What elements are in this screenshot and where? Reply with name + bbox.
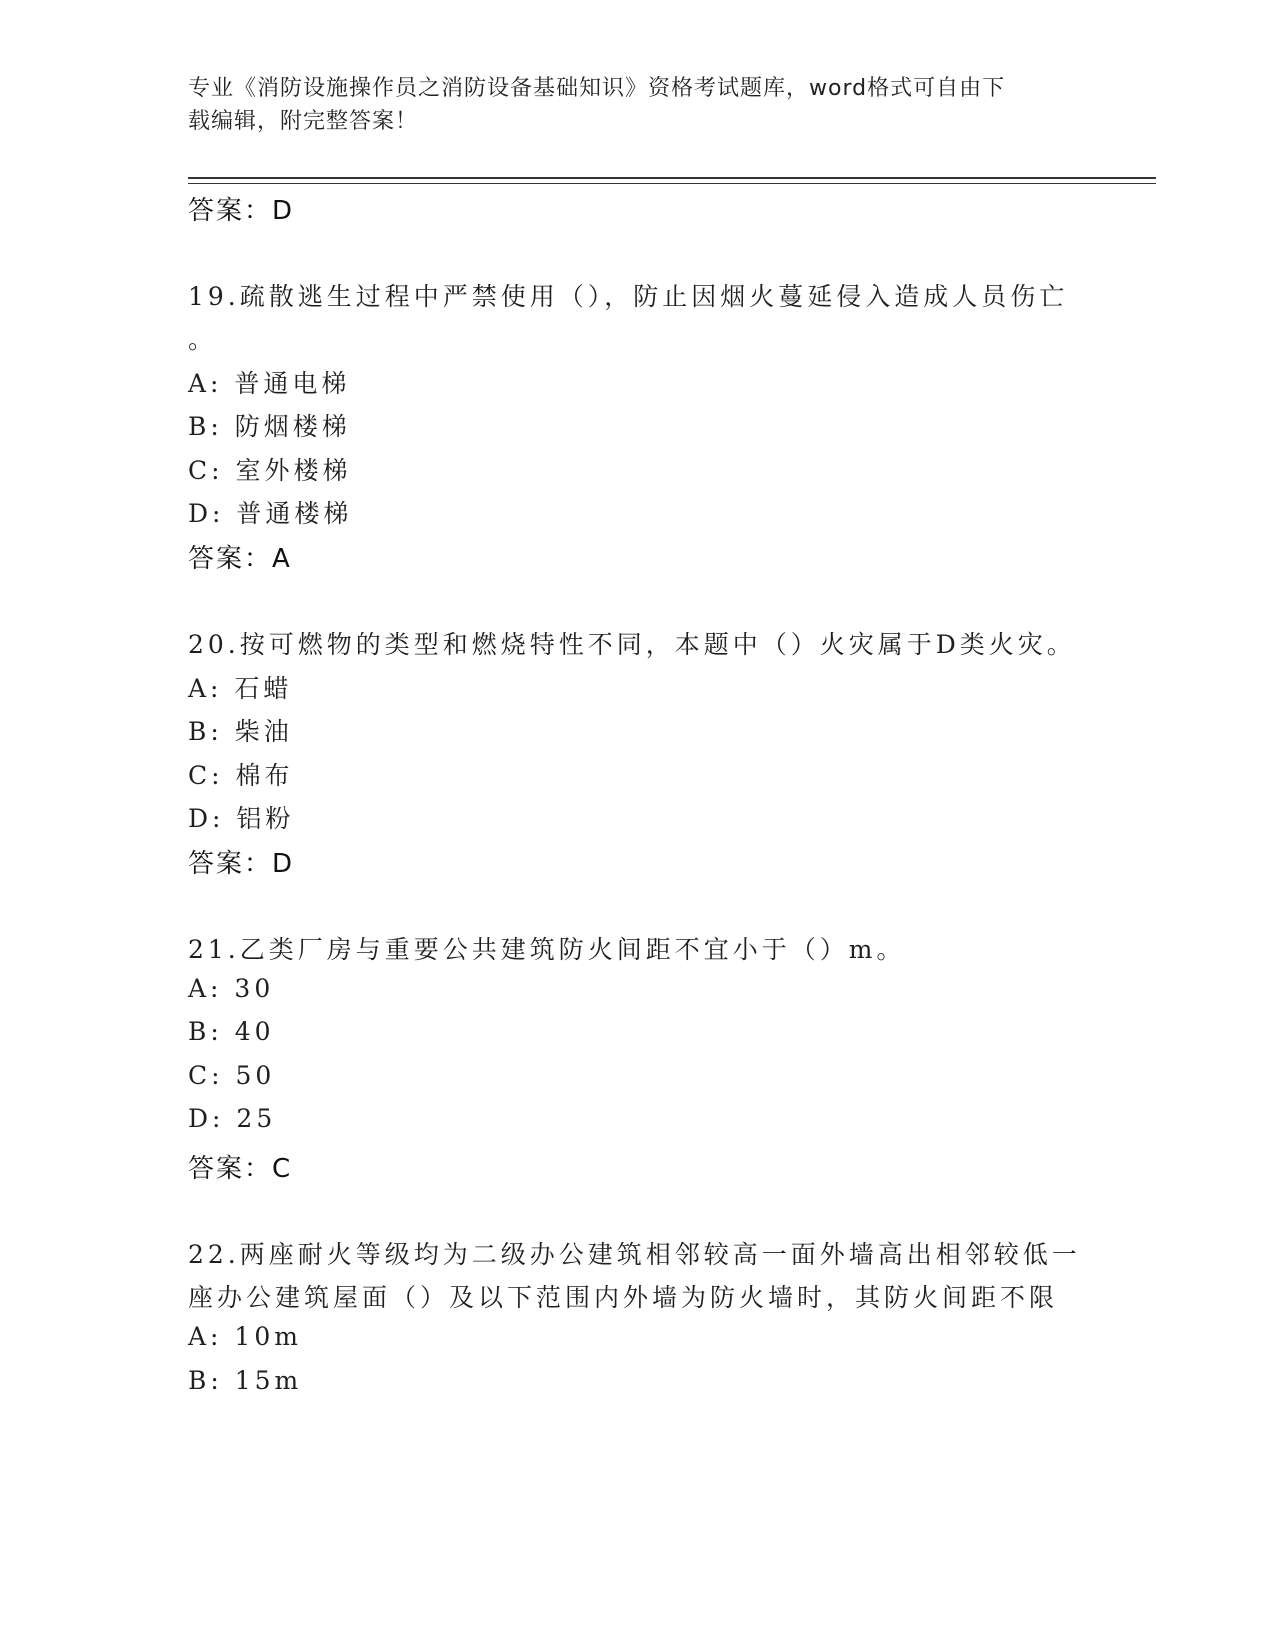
question-stem: 22.两座耐火等级均为二级办公建筑相邻较高一面外墙高出相邻较低一 [188, 1240, 1081, 1269]
header-rule-thick [188, 177, 1156, 179]
answer-line: 答案：C [188, 1154, 293, 1184]
option-item: B: 柴油 [188, 717, 293, 746]
option-item: A: 普通电梯 [188, 369, 351, 398]
option-item: D: 25 [188, 1104, 277, 1133]
option-item: D: 铝粉 [188, 804, 295, 833]
option-item: A: 10m [188, 1322, 302, 1351]
question-stem: 21.乙类厂房与重要公共建筑防火间距不宜小于（）m。 [188, 935, 906, 964]
option-item: C: 室外楼梯 [188, 456, 352, 485]
header-rule-thin [188, 183, 1156, 184]
answer-line: 答案：A [188, 544, 292, 574]
option-item: D: 普通楼梯 [188, 499, 353, 528]
question-stem: 座办公建筑屋面（）及以下范围内外墙为防火墙时，其防火间距不限 [188, 1283, 1059, 1312]
option-item: B: 40 [188, 1017, 275, 1046]
answer-line: 答案：D [188, 196, 295, 226]
answer-line: 答案：D [188, 849, 295, 879]
option-item: A: 石蜡 [188, 674, 293, 703]
option-item: C: 棉布 [188, 761, 294, 790]
header-line-1: 专业《消防设施操作员之消防设备基础知识》资格考试题库，word格式可自由下 [188, 76, 1006, 101]
question-stem: 20.按可燃物的类型和燃烧特性不同，本题中（）火灾属于D类火灾。 [188, 630, 1076, 659]
header-line-2: 载编辑，附完整答案！ [188, 109, 419, 134]
option-item: B: 15m [188, 1366, 303, 1395]
option-item: B: 防烟楼梯 [188, 412, 351, 441]
question-stem: 19.疏散逃生过程中严禁使用（），防止因烟火蔓延侵入造成人员伤亡 [188, 282, 1069, 311]
question-stem: 。 [188, 325, 218, 354]
option-item: A: 30 [188, 974, 275, 1003]
document-header [188, 72, 1068, 138]
option-item: C: 50 [188, 1061, 276, 1090]
